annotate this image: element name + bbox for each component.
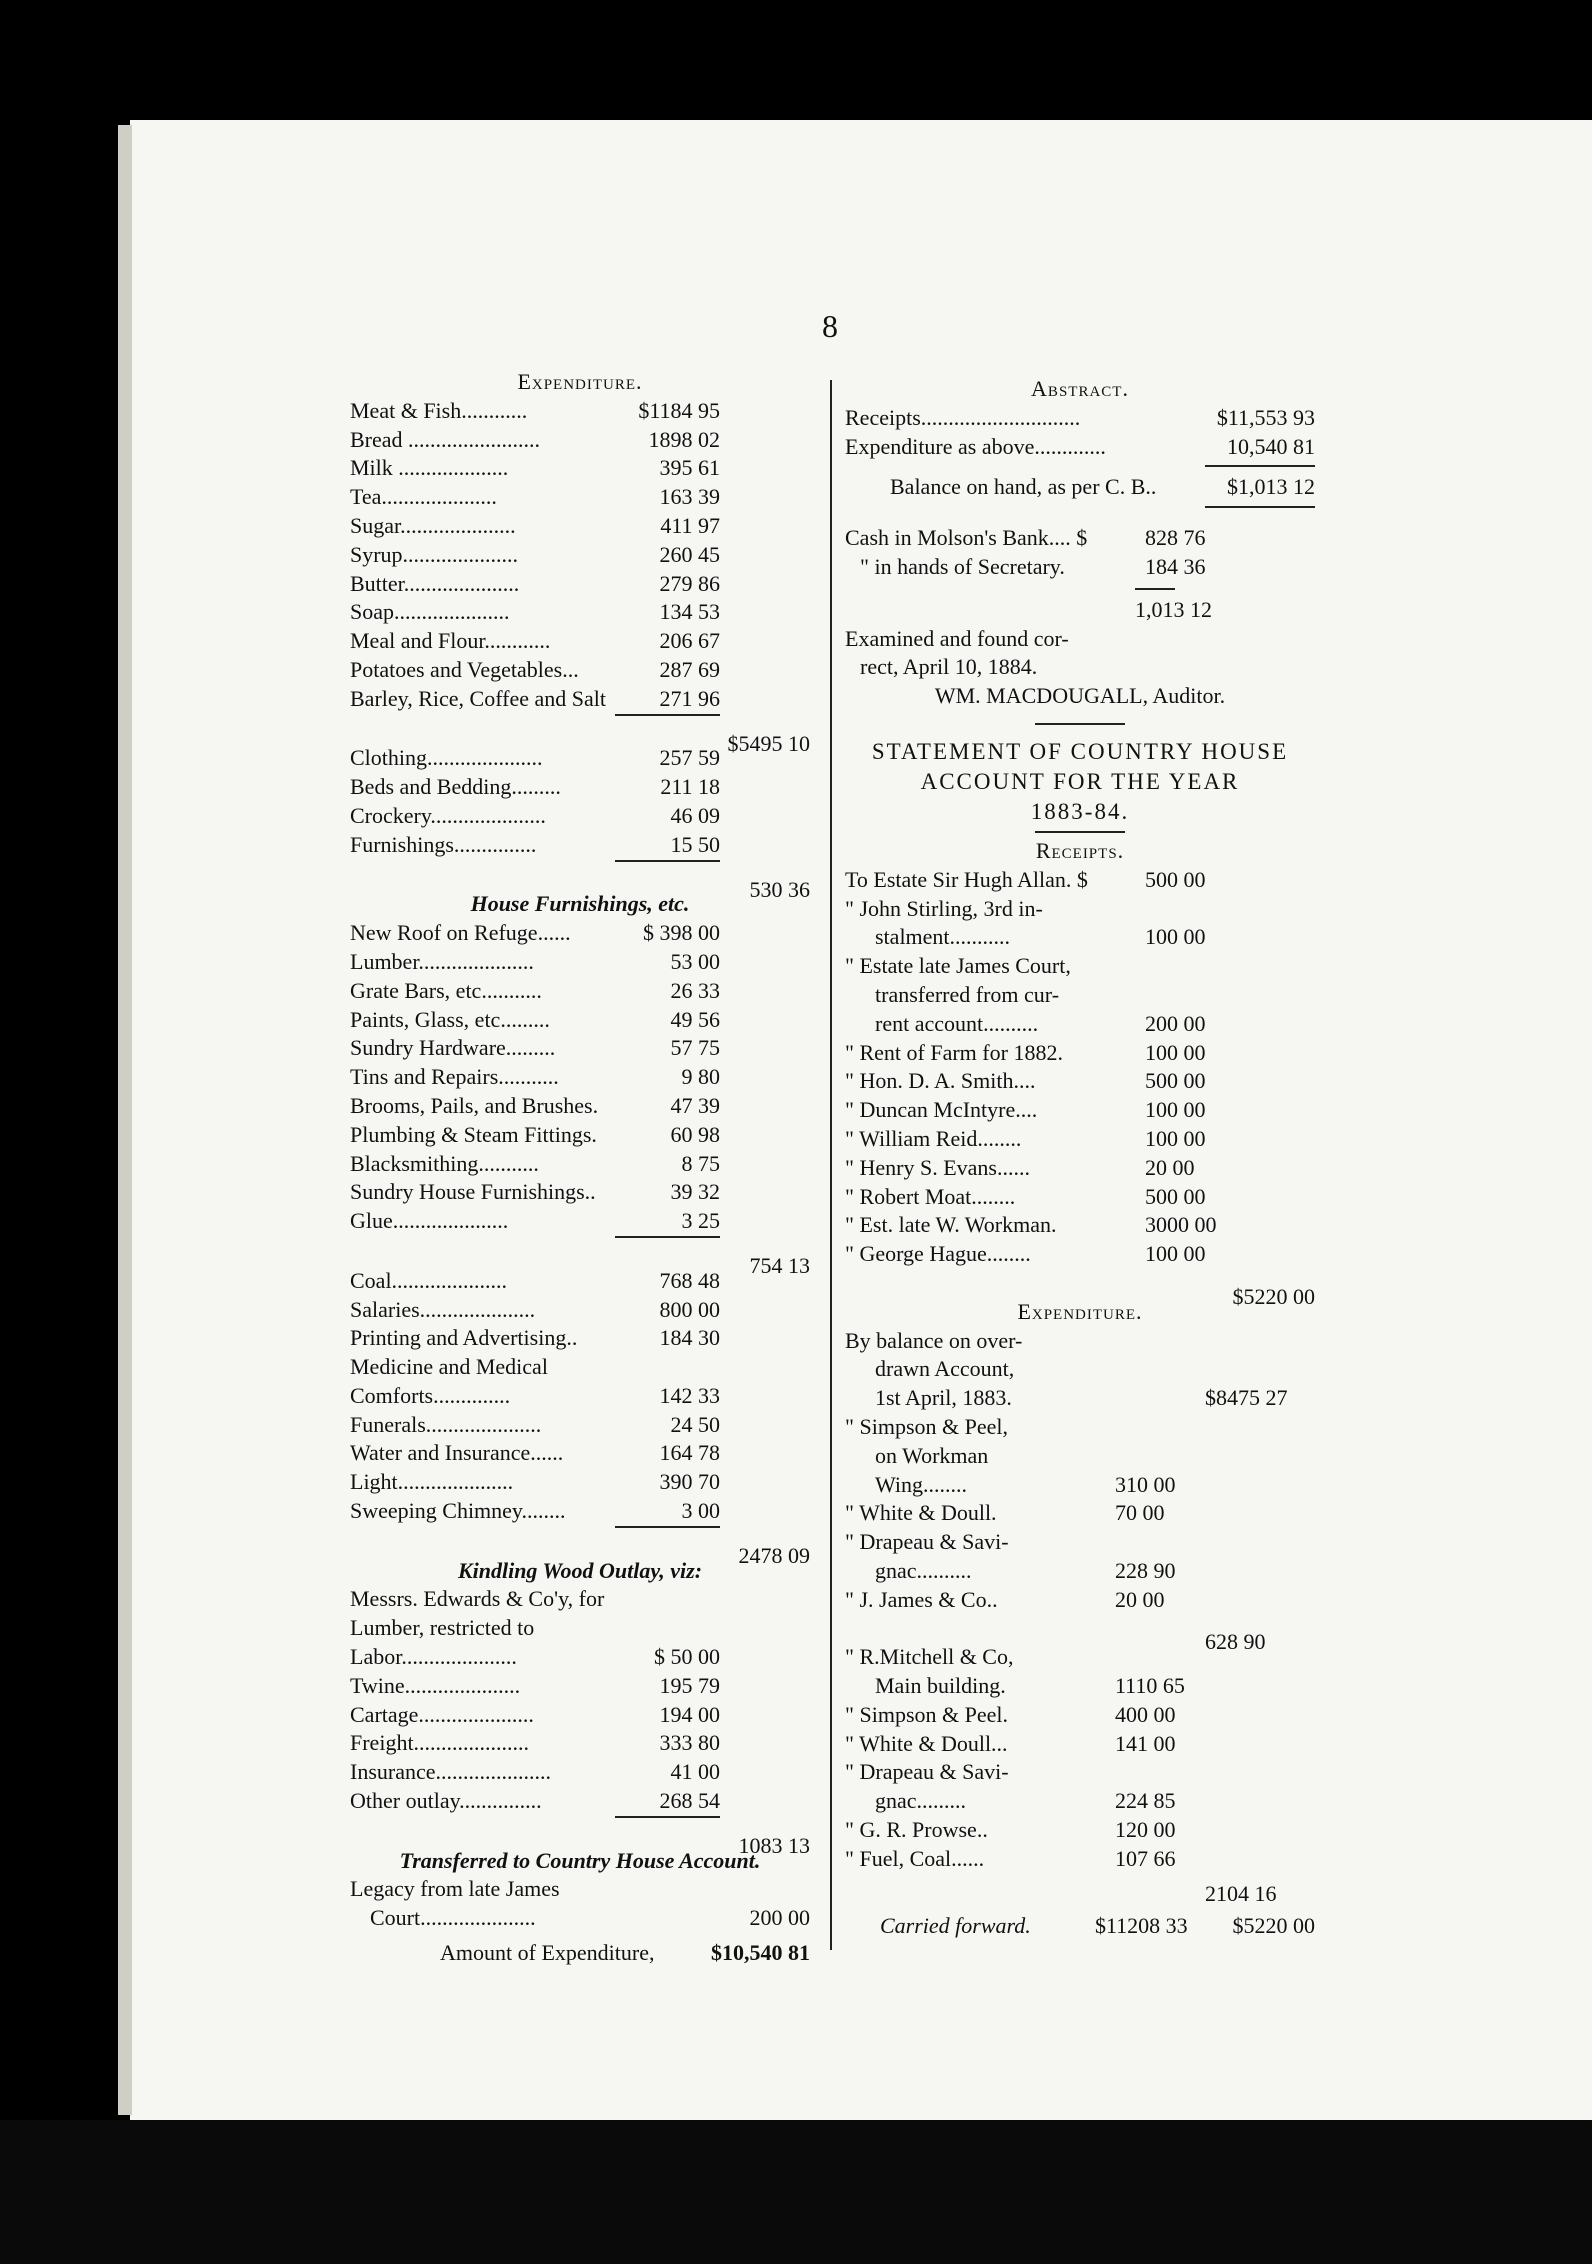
item-label: Sweeping Chimney........ <box>350 1498 566 1524</box>
item-amount: 271 96 <box>659 685 720 711</box>
list-item <box>350 1006 810 1035</box>
item-label: gnac.......... <box>875 1557 972 1583</box>
item-amount: 411 97 <box>660 512 720 538</box>
item-amount: 120 00 <box>1115 1817 1176 1843</box>
rule <box>1135 588 1175 590</box>
list-item <box>350 627 810 656</box>
clothing-list <box>350 744 810 861</box>
item-amount: 768 48 <box>659 1267 720 1293</box>
item-label: Paints, Glass, etc......... <box>350 1006 550 1032</box>
item-label: Meat & Fish............ <box>350 397 528 423</box>
item-label: Other outlay............... <box>350 1788 542 1814</box>
item-label: " William Reid........ <box>845 1125 1022 1151</box>
item-amount: 100 00 <box>1145 1097 1206 1123</box>
item-amount: 500 00 <box>1145 1183 1206 1209</box>
item-amount: 100 00 <box>1145 1039 1206 1065</box>
list-item <box>350 541 810 570</box>
secretary-amount: 184 36 <box>1145 553 1206 579</box>
item-label: Soap..................... <box>350 599 510 625</box>
list-item <box>845 1816 1315 1845</box>
total-label: Amount of Expenditure, <box>440 1940 655 1966</box>
item-amount: 41 00 <box>670 1759 720 1785</box>
kindling-heading: Kindling Wood Outlay, viz: <box>457 1557 703 1583</box>
receipts-total-line <box>845 1269 1315 1309</box>
item-amount: 24 50 <box>670 1411 720 1437</box>
item-amount: 39 32 <box>670 1179 720 1205</box>
item-label: Grate Bars, etc........... <box>350 977 542 1003</box>
secretary-label: " in hands of Secretary. <box>860 553 1065 579</box>
bank-amount: 828 76 <box>1145 525 1206 551</box>
item-label: Water and Insurance...... <box>350 1440 564 1466</box>
list-item <box>845 1183 1315 1212</box>
list-item <box>350 1353 810 1382</box>
item-amount: 26 33 <box>670 977 720 1003</box>
subtotal-amount: 530 36 <box>749 876 810 902</box>
item-amount: 194 00 <box>659 1701 720 1727</box>
item-amount: 500 00 <box>1145 1068 1206 1094</box>
item-label: drawn Account, <box>875 1356 1015 1382</box>
item-amount: $ 50 00 <box>654 1644 720 1670</box>
item-label: " R.Mitchell & Co, <box>845 1644 1014 1670</box>
carried-forward-line <box>845 1912 1315 1941</box>
list-item <box>845 923 1315 952</box>
item-amount: 134 53 <box>659 599 720 625</box>
legacy-line <box>350 1904 810 1933</box>
item-label: To Estate Sir Hugh Allan. $ <box>845 866 1088 892</box>
item-amount: 163 39 <box>659 484 720 510</box>
column-divider <box>830 380 832 1950</box>
item-amount: 107 66 <box>1115 1845 1176 1871</box>
item-label: Furnishings............... <box>350 831 537 857</box>
item-label: Coal..................... <box>350 1267 508 1293</box>
list-item <box>350 831 810 860</box>
house-furnishings-list <box>350 919 810 1238</box>
list-item <box>350 1150 810 1179</box>
list-item <box>350 1324 810 1353</box>
check-total: 1,013 12 <box>1135 596 1212 622</box>
list-item <box>350 948 810 977</box>
item-amount: 3 25 <box>681 1208 720 1234</box>
item-label: " Henry S. Evans...... <box>845 1154 1030 1180</box>
item-label: Barley, Rice, Coffee and Salt <box>350 685 606 711</box>
list-item <box>350 1497 810 1526</box>
carried-amount: $11208 33 <box>1095 1913 1188 1939</box>
list-item <box>845 1327 1315 1356</box>
item-label: Freight..................... <box>350 1730 530 1756</box>
item-label: Labor..................... <box>350 1644 517 1670</box>
list-item <box>350 426 810 455</box>
rule <box>1035 831 1125 833</box>
item-label: " Drapeau & Savi- <box>845 1759 1009 1785</box>
list-item <box>350 1787 810 1816</box>
item-label: Syrup..................... <box>350 541 519 567</box>
list-item <box>845 1471 1315 1500</box>
kindling-subtotal <box>350 1818 810 1858</box>
auditor-signature: WM. MACDOUGALL, Auditor. <box>934 683 1226 709</box>
subtotal-amount: 754 13 <box>749 1252 810 1278</box>
list-item <box>350 1729 810 1758</box>
item-amount: 1110 65 <box>1115 1673 1185 1699</box>
item-amount: 15 50 <box>670 831 720 857</box>
balance-amount: $1,013 12 <box>1227 474 1315 500</box>
item-label: Printing and Advertising.. <box>350 1325 578 1351</box>
item-label: " Rent of Farm for 1882. <box>845 1039 1063 1065</box>
bank-line <box>845 524 1315 553</box>
list-item <box>845 1096 1315 1125</box>
item-label: Tea..................... <box>350 484 497 510</box>
item-amount: 224 85 <box>1115 1788 1176 1814</box>
list-item <box>845 1557 1315 1586</box>
item-label: rent account.......... <box>875 1010 1039 1036</box>
item-amount: 9 80 <box>681 1064 720 1090</box>
list-item <box>845 1442 1315 1471</box>
subtotal-amount: 2478 09 <box>738 1542 810 1568</box>
list-item <box>350 685 810 714</box>
country-subtotal: 2104 16 <box>1205 1880 1277 1906</box>
country-expenditure-heading: Expenditure. <box>1017 1298 1143 1324</box>
list-item <box>350 1672 810 1701</box>
item-amount: 390 70 <box>659 1469 720 1495</box>
expenditure-heading: Expenditure. <box>517 369 643 394</box>
list-item <box>350 919 810 948</box>
item-amount: 70 00 <box>1115 1500 1165 1526</box>
item-label: Sundry House Furnishings.. <box>350 1179 596 1205</box>
item-amount: 260 45 <box>659 541 720 567</box>
list-item <box>350 1382 810 1411</box>
item-amount: 500 00 <box>1145 866 1206 892</box>
list-item <box>350 1296 810 1325</box>
item-label: Crockery..................... <box>350 802 546 828</box>
list-item <box>845 1125 1315 1154</box>
list-item <box>350 1439 810 1468</box>
item-label: Salaries..................... <box>350 1296 536 1322</box>
item-label: " Robert Moat........ <box>845 1183 1016 1209</box>
item-amount: 287 69 <box>659 656 720 682</box>
item-amount: 257 59 <box>659 745 720 771</box>
list-item <box>350 977 810 1006</box>
item-amount: 20 00 <box>1115 1586 1165 1612</box>
item-label: Brooms, Pails, and Brushes. <box>350 1092 599 1118</box>
country-subtotal: 628 90 <box>1205 1629 1266 1655</box>
item-label: " G. R. Prowse.. <box>845 1817 988 1843</box>
item-label: Plumbing & Steam Fittings. <box>350 1121 597 1147</box>
item-amount: 268 54 <box>659 1788 720 1814</box>
page-number: 8 <box>822 308 838 344</box>
list-item <box>845 1528 1315 1557</box>
item-label: Beds and Bedding......... <box>350 774 561 800</box>
item-label: Potatoes and Vegetables... <box>350 656 579 682</box>
item-label: " White & Doull. <box>845 1500 997 1526</box>
list-item <box>845 1039 1315 1068</box>
examined-line <box>845 625 1315 654</box>
subtotal-amount: $5495 10 <box>727 730 810 756</box>
receipts-list <box>845 866 1315 1269</box>
item-amount: 20 00 <box>1145 1154 1195 1180</box>
item-amount: 100 00 <box>1145 1241 1206 1267</box>
list-item <box>845 1413 1315 1442</box>
item-label: " Fuel, Coal...... <box>845 1845 985 1871</box>
item-amount: 800 00 <box>659 1296 720 1322</box>
list-item <box>350 512 810 541</box>
rule <box>1035 723 1125 725</box>
receipts-amount: $11,553 93 <box>1216 404 1315 430</box>
abstract-column <box>845 375 1315 1941</box>
country-expenditure-list <box>845 1327 1315 1615</box>
list-item <box>350 1092 810 1121</box>
country-subtotal-line <box>845 1874 1315 1906</box>
item-label: Clothing..................... <box>350 745 543 771</box>
country-expenditure-list-2 <box>845 1643 1315 1873</box>
examined-text: rect, April 10, 1884. <box>860 654 1038 680</box>
list-item <box>350 1585 810 1614</box>
transfer-heading: Transferred to Country House Account. <box>399 1847 761 1873</box>
item-label: " Estate late James Court, <box>845 953 1071 979</box>
provisions-subtotal <box>350 716 810 756</box>
item-label: Butter..................... <box>350 570 520 596</box>
item-amount: 310 00 <box>1115 1471 1176 1497</box>
item-amount: $ 398 00 <box>643 920 720 946</box>
item-amount: 206 67 <box>659 628 720 654</box>
legacy-label: Court..................... <box>370 1905 536 1931</box>
house-furnishings-heading: House Furnishings, etc. <box>470 891 690 917</box>
item-label: Bread ........................ <box>350 426 541 452</box>
receipts-line <box>845 404 1315 433</box>
receipts-heading: Receipts. <box>1035 837 1125 863</box>
expenditure-amount: 10,540 81 <box>1227 433 1315 459</box>
list-item <box>350 1468 810 1497</box>
list-item <box>845 1240 1315 1269</box>
item-amount: 60 98 <box>670 1121 720 1147</box>
item-amount: 46 09 <box>670 802 720 828</box>
list-item <box>845 1211 1315 1240</box>
carried-total: $5220 00 <box>1232 1913 1315 1939</box>
item-label: Cartage..................... <box>350 1701 534 1727</box>
item-label: Glue..................... <box>350 1208 509 1234</box>
examined-text: Examined and found cor- <box>845 625 1069 651</box>
list-item <box>845 1010 1315 1039</box>
item-amount: 195 79 <box>659 1672 720 1698</box>
item-amount: 400 00 <box>1115 1701 1176 1727</box>
statement-title: STATEMENT OF COUNTRY HOUSE <box>871 738 1289 764</box>
receipts-label: Receipts............................. <box>845 404 1081 430</box>
house-subtotal <box>350 1238 810 1278</box>
legacy-label: Legacy from late James <box>350 1876 560 1902</box>
item-label: " John Stirling, 3rd in- <box>845 895 1043 921</box>
general-subtotal <box>350 1528 810 1568</box>
list-item <box>845 1067 1315 1096</box>
item-label: stalment........... <box>875 924 1011 950</box>
carried-label: Carried forward. <box>880 1913 1031 1939</box>
item-amount: 228 90 <box>1115 1557 1176 1583</box>
list-item <box>845 895 1315 924</box>
list-item <box>845 866 1315 895</box>
item-amount: 100 00 <box>1145 1125 1206 1151</box>
item-label: Blacksmithing........... <box>350 1150 539 1176</box>
item-label: " Drapeau & Savi- <box>845 1529 1009 1555</box>
list-item <box>350 1411 810 1440</box>
rule <box>1205 506 1315 508</box>
general-list <box>350 1267 810 1528</box>
item-label: Sugar..................... <box>350 512 516 538</box>
item-label: " White & Doull... <box>845 1730 1008 1756</box>
item-amount: $8475 27 <box>1205 1385 1288 1411</box>
list-item <box>845 1499 1315 1528</box>
list-item <box>350 1758 810 1787</box>
item-label: New Roof on Refuge...... <box>350 920 571 946</box>
item-amount: $1184 95 <box>638 397 720 423</box>
item-amount: 184 30 <box>659 1325 720 1351</box>
bank-label: Cash in Molson's Bank.... $ <box>845 525 1088 551</box>
item-label: gnac......... <box>875 1788 967 1814</box>
item-label: Comforts.............. <box>350 1382 511 1408</box>
list-item <box>350 744 810 773</box>
list-item <box>845 1701 1315 1730</box>
list-item <box>845 1154 1315 1183</box>
list-item <box>350 483 810 512</box>
item-label: " J. James & Co.. <box>845 1586 998 1612</box>
item-label: Twine..................... <box>350 1672 521 1698</box>
kindling-list <box>350 1585 810 1817</box>
list-item <box>350 454 810 483</box>
list-item <box>845 952 1315 981</box>
item-amount: 3 00 <box>681 1498 720 1524</box>
item-label: " Simpson & Peel, <box>845 1413 1008 1439</box>
item-amount: 211 18 <box>660 774 720 800</box>
item-amount: 3000 00 <box>1145 1212 1217 1238</box>
receipts-total: $5220 00 <box>1232 1283 1315 1309</box>
item-label: " Simpson & Peel. <box>845 1701 1008 1727</box>
list-item <box>350 1207 810 1236</box>
item-amount: 141 00 <box>1115 1730 1176 1756</box>
provisions-list <box>350 397 810 716</box>
item-label: transferred from cur- <box>875 981 1060 1007</box>
item-label: " Duncan McIntyre.... <box>845 1097 1038 1123</box>
item-amount: 395 61 <box>659 455 720 481</box>
list-item <box>350 773 810 802</box>
expenditure-line <box>845 433 1315 462</box>
statement-title: ACCOUNT FOR THE YEAR <box>920 768 1240 794</box>
item-label: Sundry Hardware......... <box>350 1035 556 1061</box>
balance-label: Balance on hand, as per C. B.. <box>890 474 1157 500</box>
list-item <box>350 802 810 831</box>
list-item <box>350 656 810 685</box>
list-item <box>845 1758 1315 1787</box>
item-label: Meal and Flour............ <box>350 628 551 654</box>
list-item <box>350 570 810 599</box>
list-item <box>350 1614 810 1643</box>
country-subtotal-line <box>845 1614 1315 1655</box>
scan-border <box>0 2120 1592 2264</box>
expenditure-column <box>350 368 810 1968</box>
item-label: Main building. <box>875 1673 1006 1699</box>
item-amount: 142 33 <box>659 1382 720 1408</box>
list-item <box>350 1643 810 1672</box>
rule <box>1205 465 1315 467</box>
abstract-heading: Abstract. <box>1031 376 1129 401</box>
list-item <box>350 1267 810 1296</box>
check-total-line <box>845 596 1315 625</box>
list-item <box>845 1845 1315 1874</box>
list-item <box>845 1586 1315 1615</box>
list-item <box>350 1178 810 1207</box>
expenditure-label: Expenditure as above............. <box>845 433 1106 459</box>
clothing-subtotal <box>350 862 810 902</box>
list-item <box>350 1063 810 1092</box>
item-amount: 279 86 <box>659 570 720 596</box>
item-label: 1st April, 1883. <box>875 1385 1012 1411</box>
legacy-amount: 200 00 <box>749 1905 810 1931</box>
item-amount: 164 78 <box>659 1440 720 1466</box>
list-item <box>845 1384 1315 1413</box>
item-label: Insurance..................... <box>350 1759 552 1785</box>
list-item <box>845 1672 1315 1701</box>
list-item <box>845 1355 1315 1384</box>
item-label: Lumber..................... <box>350 948 534 974</box>
item-amount: 47 39 <box>670 1092 720 1118</box>
list-item <box>845 1643 1315 1672</box>
list-item <box>350 1701 810 1730</box>
secretary-line <box>845 553 1315 582</box>
item-amount: 57 75 <box>670 1035 720 1061</box>
item-label: " Hon. D. A. Smith.... <box>845 1068 1036 1094</box>
expenditure-total <box>350 1939 810 1968</box>
subtotal-amount: 1083 13 <box>738 1832 810 1858</box>
item-label: Tins and Repairs........... <box>350 1064 559 1090</box>
item-label: on Workman <box>875 1442 989 1468</box>
item-label: Funerals..................... <box>350 1411 542 1437</box>
item-label: Milk .................... <box>350 455 509 481</box>
list-item <box>845 1787 1315 1816</box>
item-amount: 200 00 <box>1145 1010 1206 1036</box>
item-label: By balance on over- <box>845 1327 1023 1353</box>
balance-line <box>845 473 1315 502</box>
item-label: Messrs. Edwards & Co'y, for <box>350 1586 605 1612</box>
page-edge <box>118 125 132 2115</box>
item-label: Lumber, restricted to <box>350 1615 535 1641</box>
item-label: " George Hague........ <box>845 1241 1031 1267</box>
item-label: Wing........ <box>875 1471 967 1497</box>
examined-line <box>845 653 1315 682</box>
item-label: " Est. late W. Workman. <box>845 1212 1057 1238</box>
item-label: Light..................... <box>350 1469 514 1495</box>
list-item <box>350 1121 810 1150</box>
total-amount: $10,540 81 <box>711 1940 810 1966</box>
item-amount: 1898 02 <box>648 426 720 452</box>
item-amount: 49 56 <box>670 1006 720 1032</box>
item-label: Medicine and Medical <box>350 1354 548 1380</box>
list-item <box>350 397 810 426</box>
item-amount: 100 00 <box>1145 924 1206 950</box>
legacy-line <box>350 1875 810 1904</box>
list-item <box>350 1034 810 1063</box>
list-item <box>350 598 810 627</box>
list-item <box>845 1730 1315 1759</box>
statement-year: 1883-84. <box>1030 798 1130 824</box>
item-amount: 53 00 <box>670 948 720 974</box>
list-item <box>845 981 1315 1010</box>
item-amount: 333 80 <box>659 1730 720 1756</box>
item-amount: 8 75 <box>681 1150 720 1176</box>
